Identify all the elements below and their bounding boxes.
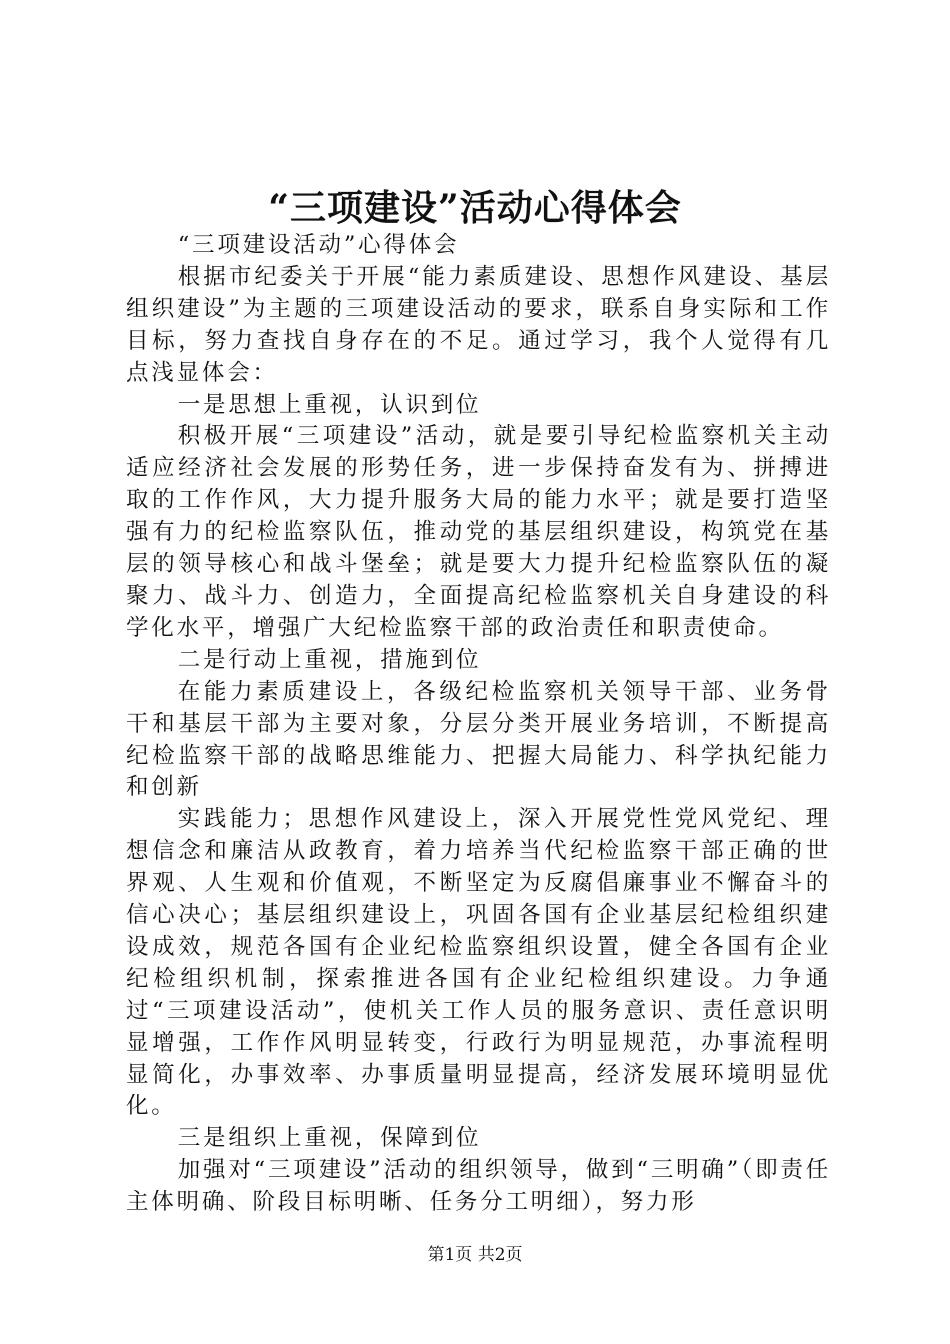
document-body (126, 230, 831, 1219)
section-heading-3: 三是组织上重视，保障到位 (177, 1125, 482, 1152)
section-heading-2: 二是行动上重视，措施到位 (177, 646, 482, 673)
section-paragraph-1: 积极开展“三项建设”活动，就是要引导纪检监察机关主动适应经济社会发展的形势任务，进一步保持奋发有为、拼搏进取的工作作风，大力提升服务大局的能力水平；就是要打造坚强有力的纪检监察队伍，推动党的基层组织建设，构筑党在基层的领导核心和战斗堡垒；就是要大力提升纪检监察队伍的凝聚力、战斗力、创造力，全面提高纪检监察机关自身建设的科学化水平，增强广大纪检监察干部的政治责任和职责使命。 (126, 423, 831, 641)
section-heading-1: 一是思想上重视，认识到位 (177, 391, 482, 418)
section-paragraph-3: 加强对“三项建设”活动的组织领导，做到“三明确”（即责任主体明确、阶段目标明晰、任务分工明细），努力形 (126, 1157, 831, 1216)
page-number-footer: 第1页 共2页 (427, 1245, 523, 1265)
subtitle-paragraph: “三项建设活动”心得体会 (177, 232, 460, 258)
section-paragraph-2b: 实践能力；思想作风建设上，深入开展党性党风党纪、理想信念和廉洁从政教育，着力培养当代纪检监察干部正确的世界观、人生观和价值观，不断坚定为反腐倡廉事业不懈奋斗的信心决心；基层组织建设上，巩固各国有企业基层纪检组织建设成效，规范各国有企业纪检监察组织设置，健全各国有企业纪检组织机制，探索推进各国有企业纪检组织建设。力争通过“三项建设活动”，使机关工作人员的服务意识、责任意识明显增强，工作作风明显转变，行政行为明显规范，办事流程明显简化，办事效率、办事质量明显提高，经济发展环境明显优化。 (126, 806, 831, 1120)
intro-paragraph: 根据市纪委关于开展“能力素质建设、思想作风建设、基层组织建设”为主题的三项建设活动的要求，联系自身实际和工作目标，努力查找自身存在的不足。通过学习，我个人觉得有几点浅显体会： (126, 263, 831, 386)
section-paragraph-2a: 在能力素质建设上，各级纪检监察机关领导干部、业务骨干和基层干部为主要对象，分层分类开展业务培训，不断提高纪检监察干部的战略思维能力、把握大局能力、科学执纪能力和创新 (126, 678, 831, 801)
document-title: “三项建设”活动心得体会 (268, 187, 682, 229)
